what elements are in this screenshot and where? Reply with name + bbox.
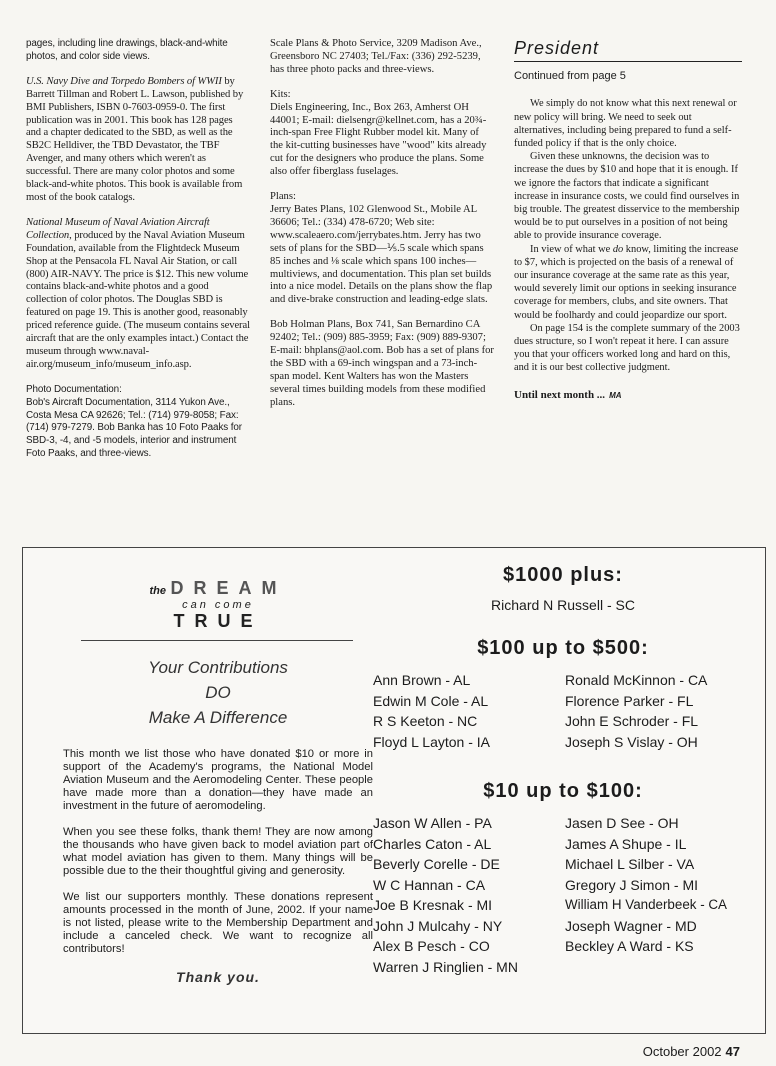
donor-name: Florence Parker - FL — [565, 692, 694, 709]
scale-plans-entry: Scale Plans & Photo Service, 3209 Madison Ave., Greensboro NC 27403; Tel./Fax: (336) 292-5239, has three photo packs and three-views. — [270, 38, 482, 75]
donor-name: Joe B Kresnak - MI — [373, 897, 493, 913]
column-1 — [26, 38, 250, 473]
continued-note: Continued from page 5 — [514, 70, 626, 83]
section-head: Photo Documentation: — [26, 383, 122, 395]
tier-100-500-list — [373, 670, 753, 752]
book-title: National Museum of Naval Aviation Aircraft Collection — [26, 216, 210, 241]
dream-logo-dream: DREAM — [170, 578, 287, 598]
book-entry-naval-museum: National Museum of Naval Aviation Aircraft Collection, produced by the Naval Aviation Museum Foundation, available from the Flightdeck Museum Shop at the Pensacola FL Naval Air Station, or call (800) AIR-NAVY. The price is $12. This new volume contains black-and-white photos and a good collection of color photos. The Douglas SBD is featured on page 19. This is another good, reasonably priced reference guide. (The museum contains several aircraft that are the only examples intact.) Contact the museum through www.naval-air.org/museum_info/museum_info.asp. — [26, 216, 250, 370]
donor-intro-panel — [63, 578, 373, 985]
donor-name: Alex B Pesch - CO — [373, 938, 490, 954]
divider — [81, 640, 353, 641]
col1-intro: pages, including line drawings, black-and-white photos, and color side views. — [26, 38, 228, 62]
dream-logo — [63, 578, 373, 632]
donor-name: William H Vanderbeek - CA — [565, 897, 727, 912]
column-2 — [270, 38, 494, 422]
contributions-title: Your Contributions DO Make A Difference — [148, 658, 288, 727]
ma-logo-icon: MA — [609, 390, 622, 400]
donor-name: Beverly Corelle - DE — [373, 856, 500, 872]
tier-10-100-list — [373, 813, 753, 977]
page-footer — [643, 1044, 740, 1059]
dream-logo-the: the — [149, 585, 167, 597]
president-paragraph: We simply do not know what this next renewal or new policy will bring. We need to seek out alternatives, including being prepared to fund a self-funded policy if that is the only choice. — [514, 98, 737, 150]
thank-you: Thank you. — [176, 969, 260, 985]
donor-name: Warren J Ringlien - MN — [373, 958, 518, 975]
donor-name: R S Keeton - NC — [373, 713, 478, 729]
heading-rule — [514, 61, 742, 62]
page-number: 47 — [725, 1044, 740, 1059]
kits-section: Kits: Diels Engineering, Inc., Box 263, Amherst OH 44001; E-mail: dielsengr@kellnet.com, has a 20¾-inch-span Free Flight Rubber model kit. Many of the kit-cutting businesses have "wood" kits already cut for the designers who produce the plans. Some also offer fiberglass fuselages. — [270, 88, 487, 178]
tier-heading-100-500: $100 up to $500: — [477, 637, 649, 659]
book-title: U.S. Navy Dive and Torpedo Bombers of WWII — [26, 75, 222, 87]
president-paragraph: Given these unknowns, the decision was to increase the dues by $10 and hope that it is enough. If we ignore the factors that indicate a significant increase in insurance costs, we could find ourselves in big trouble. The greatest disservice to the membership would be to put ourselves in a position of not being able to provide insurance coverage. — [514, 151, 740, 242]
description-paragraph: This month we list those who have donated $10 or more in support of the Academy's programs, the National Model Aviation Museum and the Aeromodeling Center. These people have made more than a donation—they have made an investment in the future of aeromodeling. — [63, 748, 373, 812]
sign-off: Until next month ... MA — [514, 388, 622, 401]
donor-name: Edwin M Cole - AL — [373, 692, 489, 709]
book-entry-navy-bombers: U.S. Navy Dive and Torpedo Bombers of WWII by Barrett Tillman and Robert L. Lawson, published by BMI Publishers, ISBN 0-7603-0959-0. The first publication was in 2001. This book has 128 pages and a chapter dedicated to the SBD, as well as the SB2C Helldiver, the TBD Devastator, the TBF Avenger, and many others which weren't as successful. There are many color photos and some black-and-white photos. This book is available from most of the book catalogs. — [26, 75, 244, 203]
section-head: Plans: — [270, 191, 296, 203]
president-paragraph: In view of what we do know, limiting the increase to $7, which is projected on the basis of a renewal of our insurance coverage at the same rate as this year, would severely limit our options in seeking insurance coverage for members, clubs, and site owners. That would be foolhardy and could jeopardize our sport. — [514, 243, 739, 321]
donor-name: Charles Caton - AL — [373, 835, 492, 852]
description-paragraph: When you see these folks, thank them! They are now among the thousands who have given back to model aviation part of what model aviation has given to them. Many things will be possible due to the their thoughtful giving and generosity. — [63, 826, 373, 877]
donor-list-panel — [373, 564, 753, 993]
donor-name: John J Mulcahy - NY — [373, 917, 503, 934]
description-paragraph: We list our supporters monthly. These donations represent amounts processed in the month of June, 2002. If your name is not listed, please write to the Membership Department and include a canceled check. We want to recognize all contributors! — [63, 891, 373, 955]
dream-logo-true: TRUE — [173, 611, 263, 631]
donor-name: Richard N Russell - SC — [491, 597, 635, 613]
donor-name: Gregory J Simon - MI — [565, 876, 699, 893]
donor-name: Ann Brown - AL — [373, 672, 471, 688]
donor-name: W C Hannan - CA — [373, 876, 486, 893]
tier-heading-1000-plus: $1000 plus: — [503, 564, 623, 586]
tier-heading-10-100: $10 up to $100: — [483, 780, 643, 802]
donor-box — [22, 547, 766, 1034]
donor-name: Ronald McKinnon - CA — [565, 672, 708, 688]
holman-plans-entry: Bob Holman Plans, Box 741, San Bernardino CA 92402; Tel.: (909) 885-3959; Fax: (909) 889-9307; E-mail: bhplans@aol.com. Bob has a set of plans for the SBD with a 69-inch wingspan and a 73-inch-span model. Kent Walters has won the Masters several times building models from these modified plans. — [270, 319, 494, 408]
donor-name: Michael L Silber - VA — [565, 856, 695, 872]
president-paragraph: On page 154 is the complete summary of the 2003 dues structure, so I won't repeat it here. I can assure you that your officers worked long and hard on this, and it is our best collective judgment. — [514, 322, 740, 374]
donor-name: Joseph Wagner - MD — [565, 917, 697, 934]
donor-name: Floyd L Layton - IA — [373, 733, 490, 750]
section-head: Kits: — [270, 88, 291, 100]
donor-name: James A Shupe - IL — [565, 835, 687, 852]
issue-date: October 2002 — [642, 1044, 722, 1059]
plans-section: Plans: Jerry Bates Plans, 102 Glenwood St., Mobile AL 36606; Tel.: (334) 478-6720; Web site: www.scaleaero.com/jerrybates.htm. Jerry has two sets of plans for the SBD—⅕.5 scale which spans 85 inches and ⅛ scale which spans 100 inches—multiviews, and documentation. This plan set builds into a nice model. Details on the plans show the flap and dive-brake construction and leading-edge slats. — [270, 191, 493, 306]
column-3 — [514, 38, 742, 414]
donor-name: Joseph S Vislay - OH — [565, 733, 698, 750]
donor-name: Beckley A Ward - KS — [565, 938, 694, 954]
donor-name: Jason W Allen - PA — [373, 815, 492, 831]
president-heading: President — [514, 38, 600, 58]
photo-documentation: Photo Documentation: Bob's Aircraft Documentation, 3114 Yukon Ave., Costa Mesa CA 92626; Tel.: (714) 979-8058; Fax: (714) 979-7279. Bob Banka has 10 Foto Paaks for SBD-3, -4, and -5 models, interior and instrument Foto Paaks, and three-views. — [26, 383, 242, 460]
donor-name: John E Schroder - FL — [565, 713, 699, 729]
dream-logo-can-come: can come — [182, 599, 254, 611]
donor-name: Jasen D See - OH — [565, 815, 679, 831]
